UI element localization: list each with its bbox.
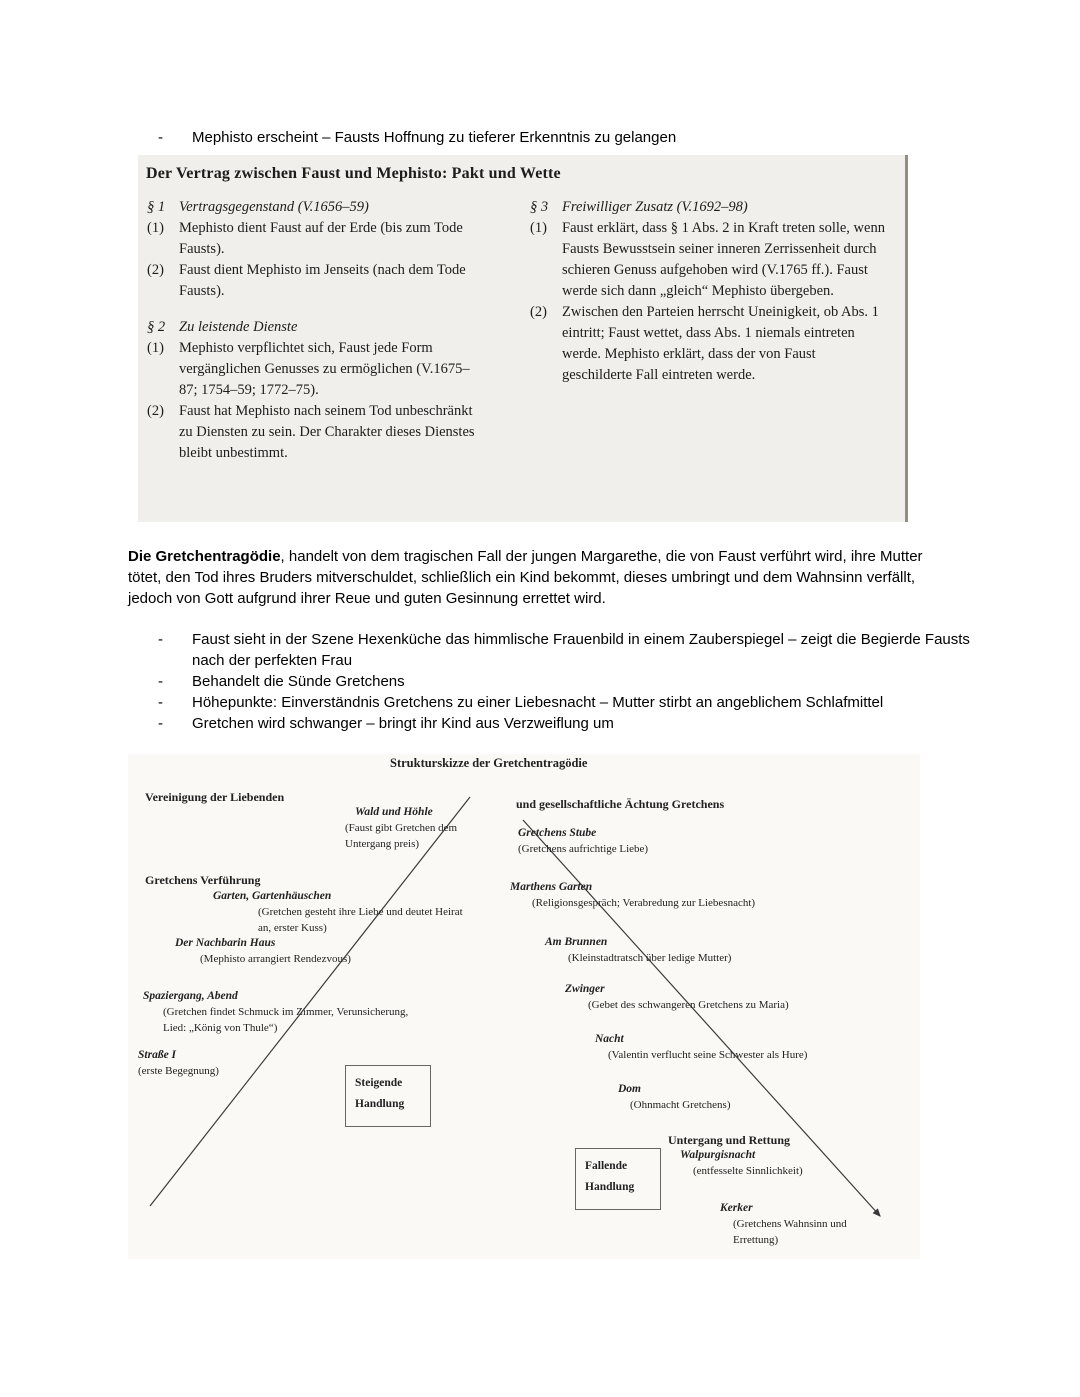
station-name: Garten, Gartenhäuschen: [213, 890, 332, 902]
station-name: Der Nachbarin Haus: [175, 937, 276, 949]
heading-aechtung: und gesellschaftliche Ächtung Gretchens: [516, 797, 725, 811]
clause-text: Zu leistende Dienste: [179, 319, 298, 335]
station-name: Wald und Höhle: [355, 806, 433, 818]
station-name: Am Brunnen: [545, 936, 608, 948]
note-item: [158, 692, 980, 713]
clause-text: Faust erklärt, dass § 1 Abs. 2 in Kraft treten solle, wenn Fausts Bewusstsein seiner inneren Zerrissenheit durch schieren Genuss aufgehoben wird (V.1765 ff.). Faust werde sich dann „gleich“ Mephisto übergeben.: [562, 220, 885, 299]
heading-vereinigung: Vereinigung der Liebenden: [145, 790, 285, 804]
contract-clause: [530, 302, 885, 386]
heading-verfuehrung: Gretchens Verführung: [145, 873, 261, 887]
clause-marker: § 2: [147, 319, 166, 335]
bullet-dash: -: [158, 631, 163, 648]
station-note: (Valentin verflucht seine Schwester als Hure): [608, 1049, 808, 1061]
note-bullet-mephisto: [158, 127, 998, 148]
clause-marker: (1): [530, 220, 547, 236]
clause-marker: (2): [147, 262, 164, 278]
contract-clause: [147, 260, 482, 302]
clause-marker: (1): [147, 220, 164, 236]
station-note: (Religionsgespräch; Verabredung zur Liebesnacht): [532, 897, 756, 909]
gretchen-lead: Die Gretchentragödie: [128, 548, 281, 565]
station-note: (erste Begegnung): [138, 1065, 219, 1077]
station-walpurgisnacht: [680, 1147, 803, 1179]
bullet-text: Behandelt die Sünde Gretchens: [192, 673, 405, 690]
station-spaziergang: [143, 988, 413, 1036]
contract-clause: [147, 338, 482, 401]
station-gretchens-stube: [518, 825, 648, 857]
clause-marker: § 1: [147, 199, 166, 215]
contract-scan-excerpt: [138, 155, 908, 522]
clause-text: Freiwilliger Zusatz (V.1692–98): [562, 199, 748, 215]
station-strasse: [138, 1047, 219, 1079]
bullet-text: Faust sieht in der Szene Hexenküche das himmlische Frauenbild in einem Zauberspiegel – zeigt die Begierde Fausts nach der perfekten Frau: [192, 631, 970, 669]
bullet-text: Höhepunkte: Einverständnis Gretchens zu einer Liebesnacht – Mutter stirbt an angeblichem Schlafmittel: [192, 694, 884, 711]
contract-clause: [530, 218, 885, 302]
station-note: (Gretchen findet Schmuck im Zimmer, Verunsicherung, Lied: „König von Thule“): [163, 1006, 409, 1034]
contract-clause: [147, 317, 482, 338]
station-name: Nacht: [595, 1033, 624, 1045]
clause-text: Vertragsgegenstand (V.1656–59): [179, 199, 369, 215]
station-zwinger: [565, 981, 789, 1013]
station-am-brunnen: [545, 934, 731, 966]
station-kerker: [720, 1200, 868, 1248]
contract-clause: [147, 218, 482, 260]
station-note: (Ohnmacht Gretchens): [630, 1099, 731, 1111]
station-marthens-garten: [510, 879, 755, 911]
note-item: [158, 713, 980, 734]
contract-clause: [147, 197, 482, 218]
gretchen-body: , handelt von dem tragischen Fall der jungen Margarethe, die von Faust verführt wird, ihre Mutter tötet, den Tod ihres Bruders mitverschuldet, schließlich ein Kind bekommt, dieses umbringt und dem Wahnsinn verfällt, jedoch von Gott aufgrund ihrer Reue und guten Gesinnung errettet wird.: [128, 548, 923, 607]
contract-column-right: [530, 197, 885, 464]
bullet-dash: -: [158, 715, 163, 732]
station-name: Dom: [618, 1083, 641, 1095]
contract-columns: [144, 197, 893, 464]
clause-marker: (2): [530, 304, 547, 320]
clause-marker: § 3: [530, 199, 549, 215]
heading-untergang-rettung: Untergang und Rettung: [668, 1133, 791, 1147]
station-note: (entfesselte Sinnlichkeit): [693, 1165, 803, 1177]
gretchen-paragraph: [128, 546, 956, 609]
contract-column-left: [147, 197, 482, 464]
contract-clause: [147, 401, 482, 464]
station-nachbarin-haus: [175, 935, 351, 967]
station-note: (Gretchen gesteht ihre Liebe und deutet Heirat an, erster Kuss): [258, 906, 463, 934]
bullet-text: Mephisto erscheint – Fausts Hoffnung zu tieferer Erkenntnis zu gelangen: [192, 129, 677, 146]
station-note: (Gretchens Wahnsinn und Errettung): [733, 1218, 847, 1246]
station-note: (Mephisto arrangiert Rendezvous): [200, 953, 351, 965]
station-nacht: [595, 1031, 807, 1063]
station-name: Zwinger: [565, 983, 605, 995]
clause-text: Zwischen den Parteien herrscht Uneinigkeit, ob Abs. 1 eintritt; Faust wettet, dass Abs. 1 niemals eintreten werde. Mephisto erklärt, dass der von Faust geschilderte Fall eintreten werde.: [562, 304, 879, 383]
station-name: Gretchens Stube: [518, 827, 597, 839]
station-note: (Faust gibt Gretchen dem Untergang preis): [345, 822, 458, 850]
station-note: (Kleinstadtratsch über ledige Mutter): [568, 952, 732, 964]
clause-text: Faust hat Mephisto nach seinem Tod unbeschränkt zu Diensten zu sein. Der Charakter dieses Dienstes bleibt unbestimmt.: [179, 403, 475, 461]
station-note: (Gebet des schwangeren Gretchens zu Maria): [588, 999, 789, 1011]
clause-text: Mephisto verpflichtet sich, Faust jede Form vergänglichen Genusses zu ermöglichen (V.1675–87; 1754–59; 1772–75).: [179, 340, 470, 398]
station-name: Spaziergang, Abend: [143, 990, 238, 1002]
contract-clause: [530, 197, 885, 218]
contract-title: Der Vertrag zwischen Faust und Mephisto: Pakt und Wette: [146, 165, 561, 182]
station-dom: [618, 1081, 731, 1113]
structure-diagram: [128, 754, 920, 1259]
notes-list: [158, 629, 980, 734]
bullet-dash: -: [158, 673, 163, 690]
rising-action-box: Steigende Handlung: [345, 1065, 431, 1127]
clause-text: Faust dient Mephisto im Jenseits (nach dem Tode Fausts).: [179, 262, 466, 299]
station-wald-und-hoehle: [345, 804, 505, 852]
station-note: (Gretchens aufrichtige Liebe): [518, 843, 649, 855]
bullet-dash: -: [158, 129, 163, 146]
clause-text: Mephisto dient Faust auf der Erde (bis zum Tode Fausts).: [179, 220, 463, 257]
clause-marker: (2): [147, 403, 164, 419]
station-name: Kerker: [720, 1202, 753, 1214]
falling-action-box: Fallende Handlung: [575, 1148, 661, 1210]
bullet-dash: -: [158, 694, 163, 711]
clause-marker: (1): [147, 340, 164, 356]
note-item: [158, 629, 980, 671]
station-name: Walpurgisnacht: [680, 1149, 756, 1161]
station-name: Straße I: [138, 1049, 177, 1061]
diagram-title: Strukturskizze der Gretchentragödie: [390, 756, 588, 770]
station-garten: [213, 888, 483, 936]
note-item: [158, 671, 980, 692]
bullet-text: Gretchen wird schwanger – bringt ihr Kind aus Verzweiflung um: [192, 715, 614, 732]
station-name: Marthens Garten: [510, 881, 593, 893]
